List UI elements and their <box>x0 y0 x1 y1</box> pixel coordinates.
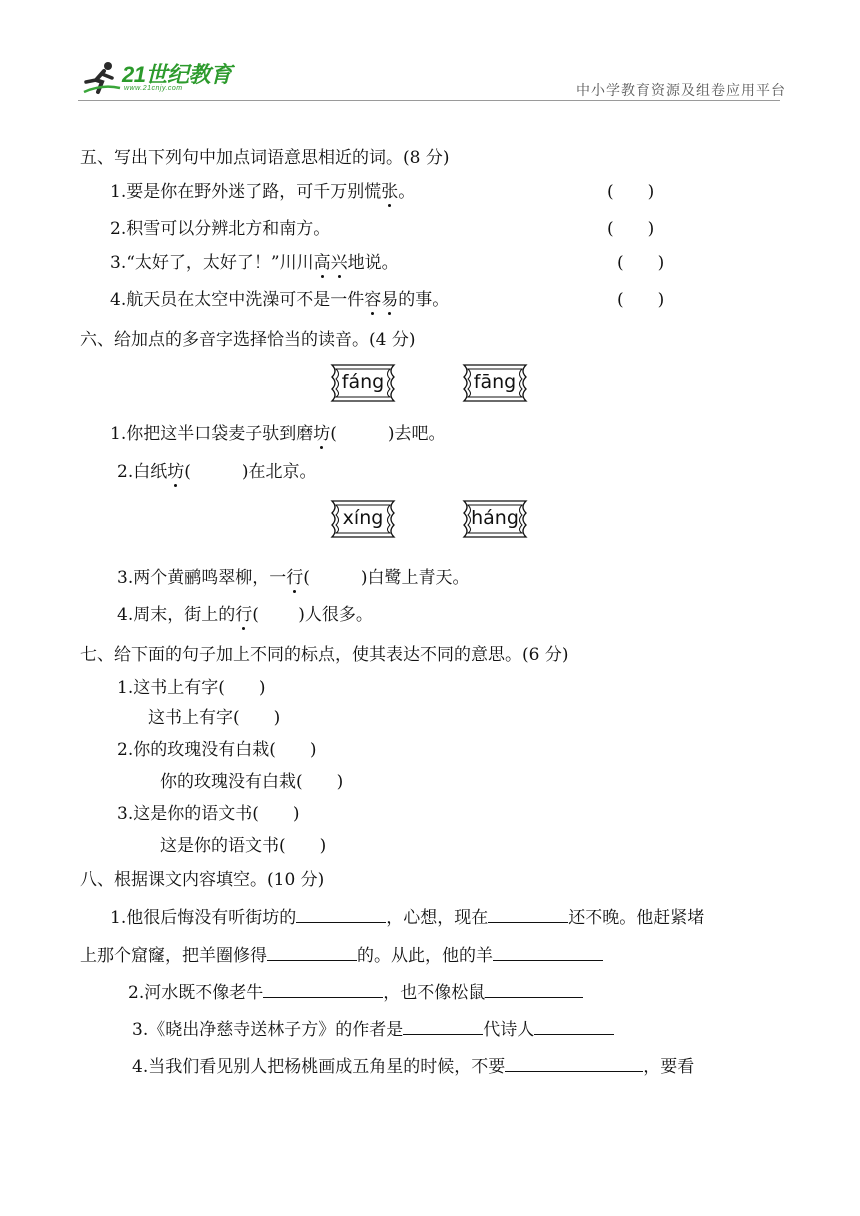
section-5-title: 五、写出下列句中加点词语意思相近的词。(8 分) <box>80 148 450 168</box>
s5-question-2: 2.积雪可以分辨北方和南方。 <box>110 219 331 239</box>
s8-question-2: 2.河水既不像老牛 ，也不像松鼠 <box>128 981 583 1003</box>
emphasis-dot-char: 坊 <box>313 424 331 444</box>
s6-question-3: 3.两个黄鹂鸣翠柳，一行( )白鹭上青天。 <box>117 568 470 588</box>
s7-line-3: 2.你的玫瑰没有白栽( ) <box>117 740 317 760</box>
s8-question-1-line-1: 1.他很后悔没有听街坊的 ，心想，现在 还不晚。他赶紧堵 <box>110 908 705 928</box>
header-divider <box>78 100 780 101</box>
s8-question-4: 4.当我们看见别人把杨桃画成五角星的时候，不要 ，要看 <box>132 1057 695 1077</box>
runner-icon <box>82 58 122 98</box>
fill-blank[interactable] <box>485 981 583 998</box>
logo <box>82 58 272 98</box>
s6-question-4: 4.周末，街上的行( )人很多。 <box>117 605 373 625</box>
emphasis-dot-char: 行 <box>235 605 253 625</box>
s5-question-3: 3.“太好了，太好了！”川川高兴地说。 <box>110 253 399 273</box>
s7-line-6: 这是你的语文书( ) <box>160 836 327 856</box>
pinyin-option-xing: xíng <box>326 497 400 541</box>
fill-blank[interactable] <box>534 1018 614 1035</box>
s6-question-1: 1.你把这半口袋麦子驮到磨坊( )去吧。 <box>110 424 446 444</box>
pinyin-option-hang: háng <box>458 497 532 541</box>
section-7-title: 七、给下面的句子加上不同的标点，使其表达不同的意思。(6 分) <box>80 645 569 665</box>
s5-answer-paren-2[interactable]: ( ) <box>607 219 655 239</box>
s8-question-3: 3.《晓出净慈寺送林子方》的作者是 代诗人 <box>132 1018 614 1040</box>
logo-brand-text: 21世纪教育 <box>122 62 232 87</box>
s7-line-2: 这书上有字( ) <box>148 708 281 728</box>
s5-answer-paren-1[interactable]: ( ) <box>607 182 655 202</box>
section-8-title: 八、根据课文内容填空。(10 分) <box>80 870 325 890</box>
pinyin-option-fang1: fāng <box>458 361 532 405</box>
platform-name: 中小学教育资源及组卷应用平台 <box>576 83 786 99</box>
fill-blank[interactable] <box>267 944 357 961</box>
fill-blank[interactable] <box>263 981 383 998</box>
emphasis-dot-char: 易 <box>381 290 399 310</box>
emphasis-dot-char: 容 <box>364 290 382 310</box>
s5-answer-paren-4[interactable]: ( ) <box>617 290 665 310</box>
pinyin-option-fang2: fáng <box>326 361 400 405</box>
emphasis-dot-char: 坊 <box>167 462 185 482</box>
fill-blank[interactable] <box>488 906 568 923</box>
emphasis-dot-char: 行 <box>286 568 304 588</box>
s5-answer-paren-3[interactable]: ( ) <box>617 253 665 273</box>
emphasis-dot-char: 兴 <box>330 253 348 273</box>
fill-blank[interactable] <box>505 1055 643 1072</box>
s7-line-5: 3.这是你的语文书( ) <box>117 804 300 824</box>
fill-blank[interactable] <box>493 944 603 961</box>
s8-question-1-line-2: 上那个窟窿，把羊圈修得 的。从此，他的羊 <box>80 944 603 966</box>
fill-blank[interactable] <box>296 906 386 923</box>
s7-line-4: 你的玫瑰没有白栽( ) <box>160 772 344 792</box>
section-6-title: 六、给加点的多音字选择恰当的读音。(4 分) <box>80 330 416 350</box>
logo-url-text: www.21cnjy.com <box>124 85 183 92</box>
s5-question-4: 4.航天员在太空中洗澡可不是一件容易的事。 <box>110 290 450 310</box>
s5-question-1: 1.要是你在野外迷了路，可千万别慌张。 <box>110 182 416 202</box>
emphasis-dot-char: 张 <box>381 182 399 202</box>
s6-question-2: 2.白纸坊( )在北京。 <box>117 462 317 482</box>
emphasis-dot-char: 高 <box>313 253 331 273</box>
fill-blank[interactable] <box>403 1018 483 1035</box>
s7-line-1: 1.这书上有字( ) <box>117 678 266 698</box>
